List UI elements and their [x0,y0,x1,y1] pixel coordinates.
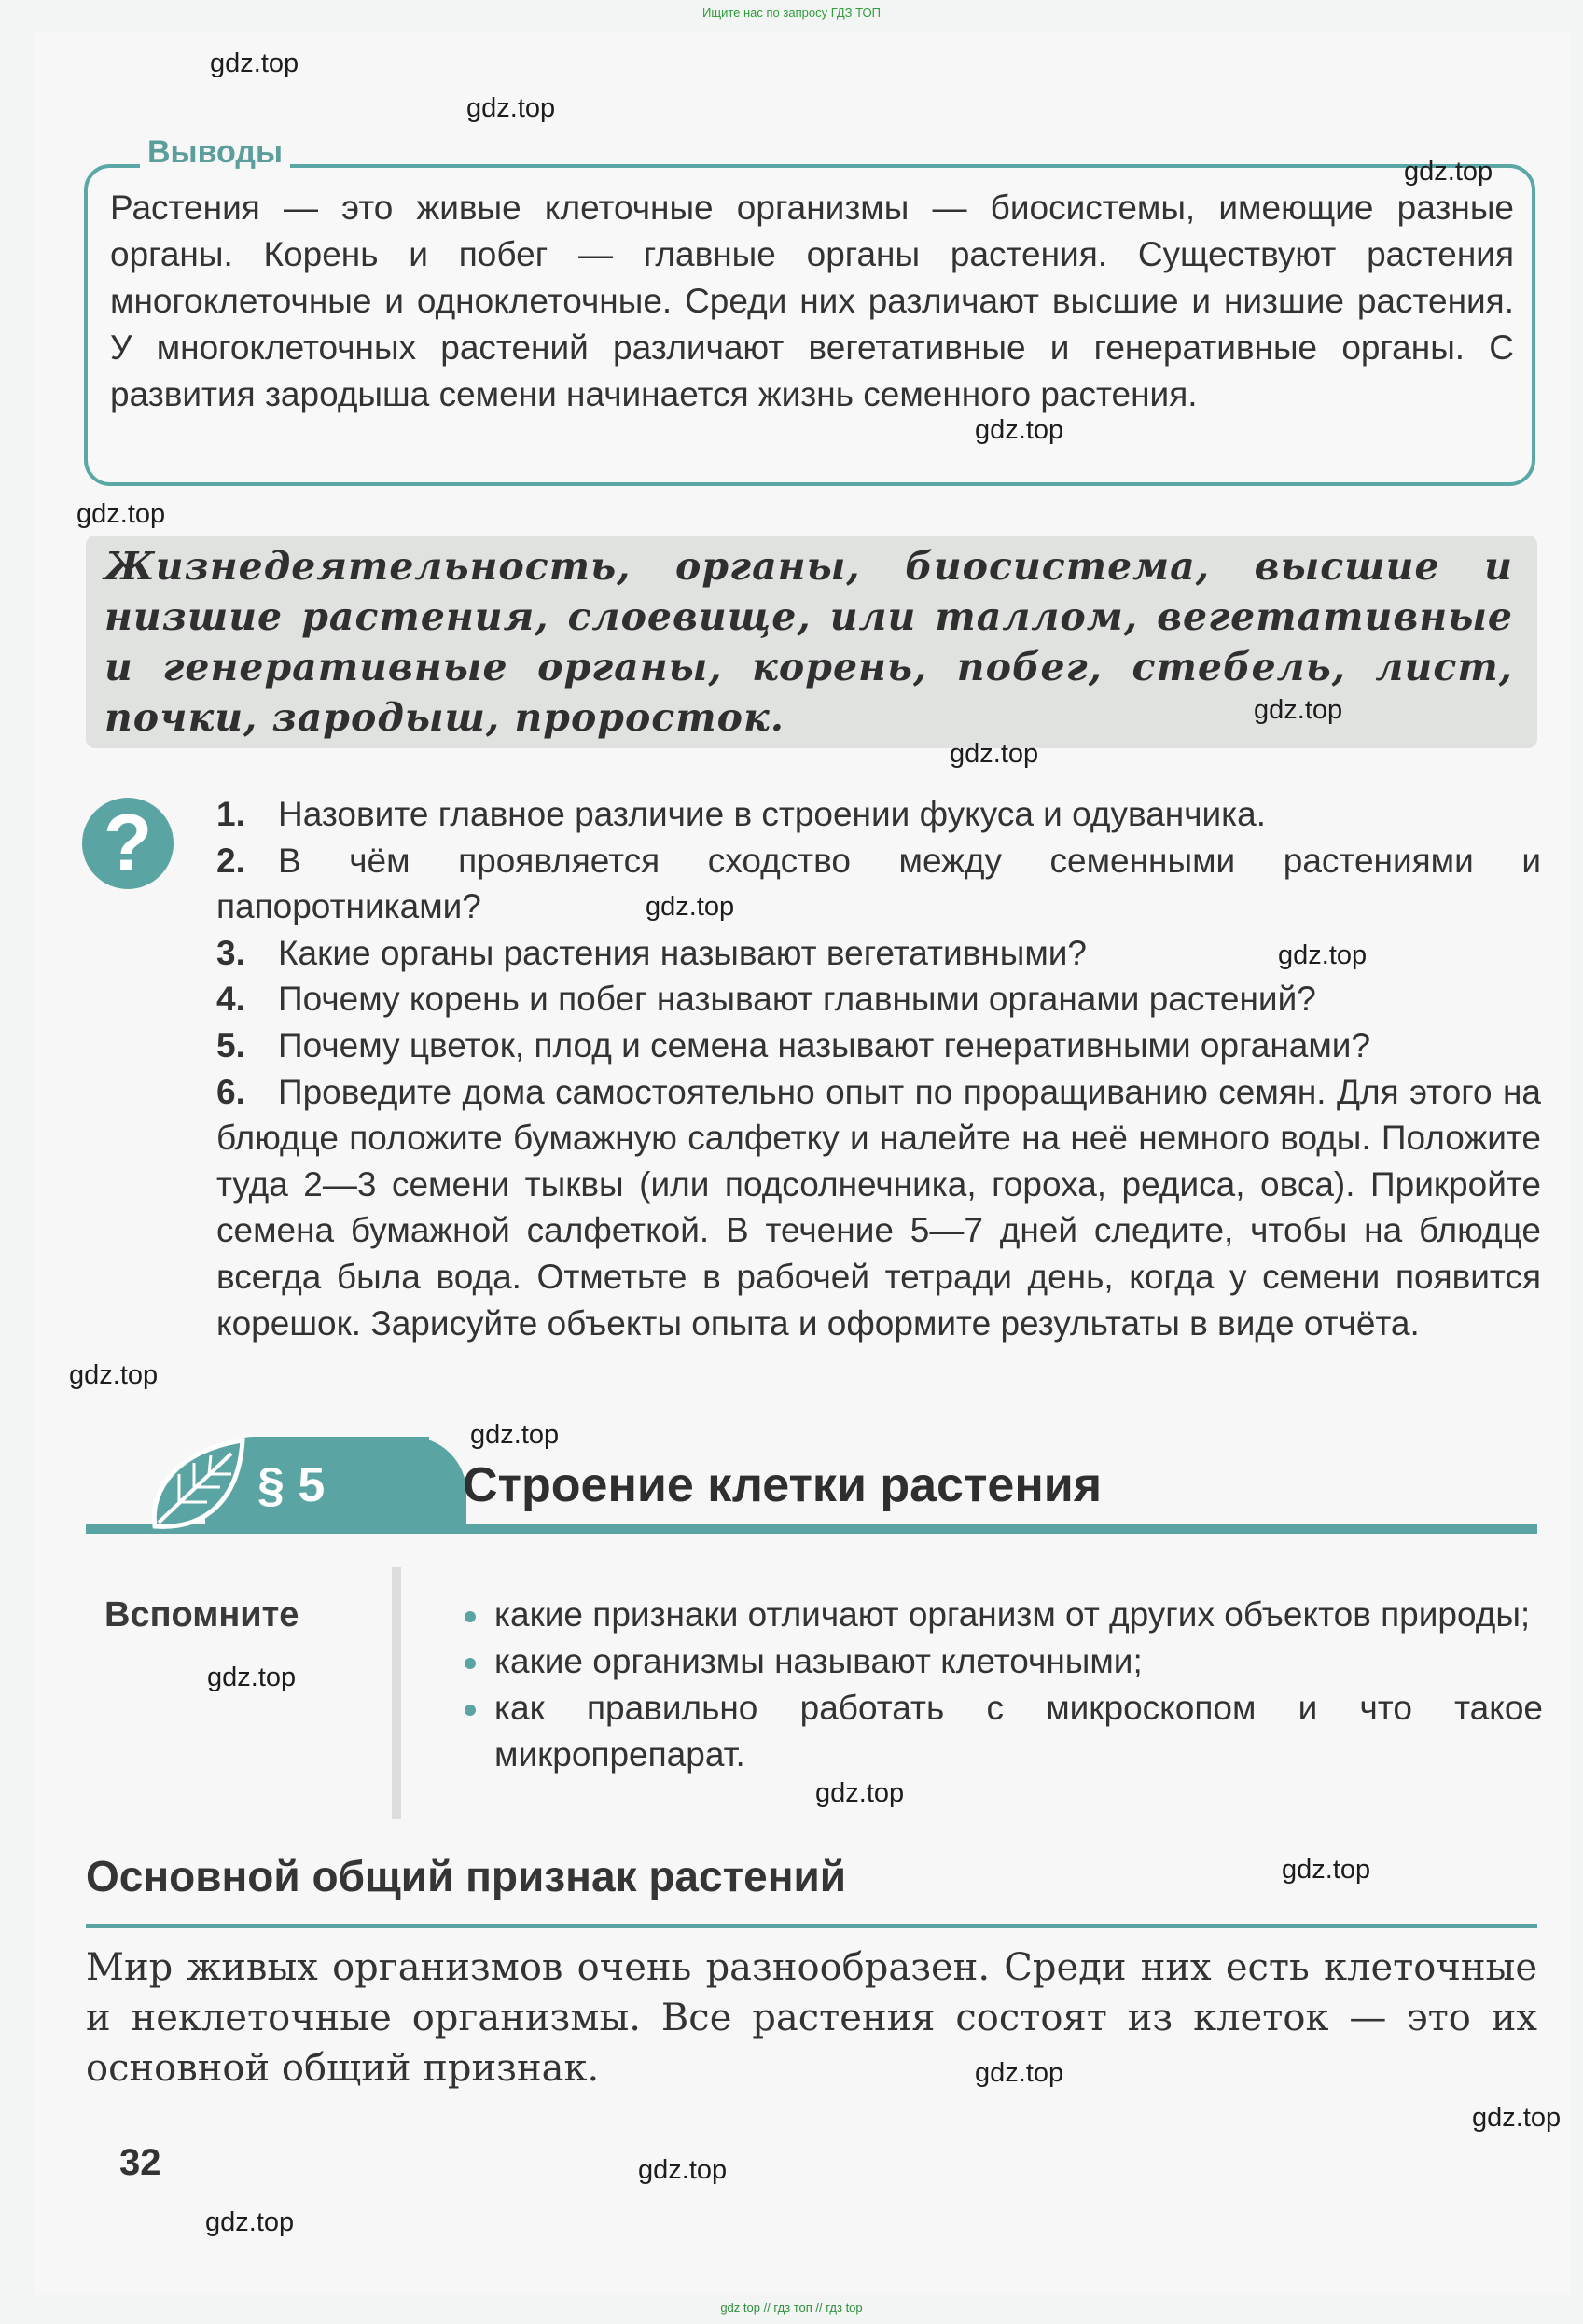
question-text: Почему корень и побег называют главными органами растений? [278,980,1316,1019]
section-underline [86,1524,1537,1534]
leaf-icon [142,1433,254,1538]
watermark: gdz.top [210,49,299,78]
watermark: gdz.top [470,1420,560,1450]
watermark: gdz.top [975,2058,1064,2088]
question-number: 1. [216,795,245,833]
question-mark-icon: ? [82,798,174,889]
remember-item: какие организмы называют клеточными; [461,1638,1543,1685]
site-bottom-note[interactable]: gdz top // гдз топ // гдз top [720,2301,863,2315]
watermark: gdz.top [1282,1855,1371,1885]
question-item [216,791,1541,838]
page-number: 32 [119,2142,161,2183]
section-title: Строение клетки растения [463,1458,1103,1512]
watermark: gdz.top [646,892,735,922]
question-item [216,1023,1541,1069]
question-text: Какие органы растения называют вегетативными? [278,933,1088,972]
question-text: Почему цветок, плод и семена называют генеративными органами? [278,1025,1371,1065]
question-text: Проведите дома самостоятельно опыт по проращиванию семян. Для этого на блюдце положите бумажную салфетку и налейте на неё немного воды. Положите туда 2—3 семени тыквы (или подсолнечника, гороха, редиса, овса). Прикройте семена бумажной салфеткой. В течение 5—7 дней следите, чтобы на блюдце всегда была вода. Отметьте в рабочей тетради день, когда у семени появится корешок. Зарисуйте объекты опыта и оформите результаты в виде отчёта. [216,1072,1541,1343]
watermark: gdz.top [1254,695,1343,725]
key-terms-text: Жизнедеятельность, органы, биосистема, высшие и низшие растения, слоевище, или таллом, вегетативные и генеративные органы, корень, побег, стебель, лист, почки, зародыш, проросток. [104,544,1513,740]
watermark: gdz.top [638,2155,728,2185]
watermark: gdz.top [950,739,1039,769]
watermark: gdz.top [466,93,556,123]
subheading: Основной общий признак растений [86,1852,847,1900]
remember-post [392,1567,401,1819]
question-number: 5. [216,1025,245,1065]
watermark: gdz.top [815,1778,905,1808]
question-item [216,838,1541,930]
remember-label: Вспомните [104,1595,299,1635]
question-item [216,1069,1541,1347]
watermark: gdz.top [1278,940,1368,970]
conclusions-text: Растения — это живые клеточные организмы — биосистемы, имеющие разные органы. Корень и побег — главные органы растения. Существуют растения многоклеточные и одноклеточные. Среди них различают высшие и низшие растения. У многоклеточных растений различают вегетативные и генеративные органы. С развития зародыша семени начинается жизнь семенного растения. [110,188,1514,413]
subheading-rule [86,1924,1537,1928]
watermark: gdz.top [69,1360,159,1390]
body-paragraph: Мир живых организмов очень разнообразен. Среди них есть клеточные и неклеточные организмы. Все растения состоят из клеток — это их основной общий признак. [86,1946,1537,2090]
site-top-note[interactable]: Ищите нас по запросу ГДЗ ТОП [702,6,881,20]
watermark: gdz.top [76,499,166,529]
question-number: 3. [216,933,245,972]
watermark: gdz.top [205,2207,295,2237]
question-text: В чём проявляется сходство между семенными растениями и папоротниками? [216,841,1541,926]
section-number: § 5 [257,1458,326,1512]
question-number: 4. [216,980,245,1019]
question-number: 6. [216,1072,245,1111]
question-number: 2. [216,841,245,880]
watermark: gdz.top [1472,2103,1562,2133]
question-item [216,976,1541,1023]
questions-list [216,791,1541,1346]
conclusions-label: Выводы [140,134,290,171]
remember-item: какие признаки отличают организм от других объектов природы; [461,1592,1543,1638]
remember-item: как правильно работать с микроскопом и что такое микропрепарат. [461,1685,1543,1778]
watermark: gdz.top [207,1663,297,1692]
remember-list [461,1592,1543,1778]
watermark: gdz.top [1404,157,1493,187]
watermark: gdz.top [975,415,1064,445]
question-text: Назовите главное различие в строении фукуса и одуванчика. [278,795,1267,833]
